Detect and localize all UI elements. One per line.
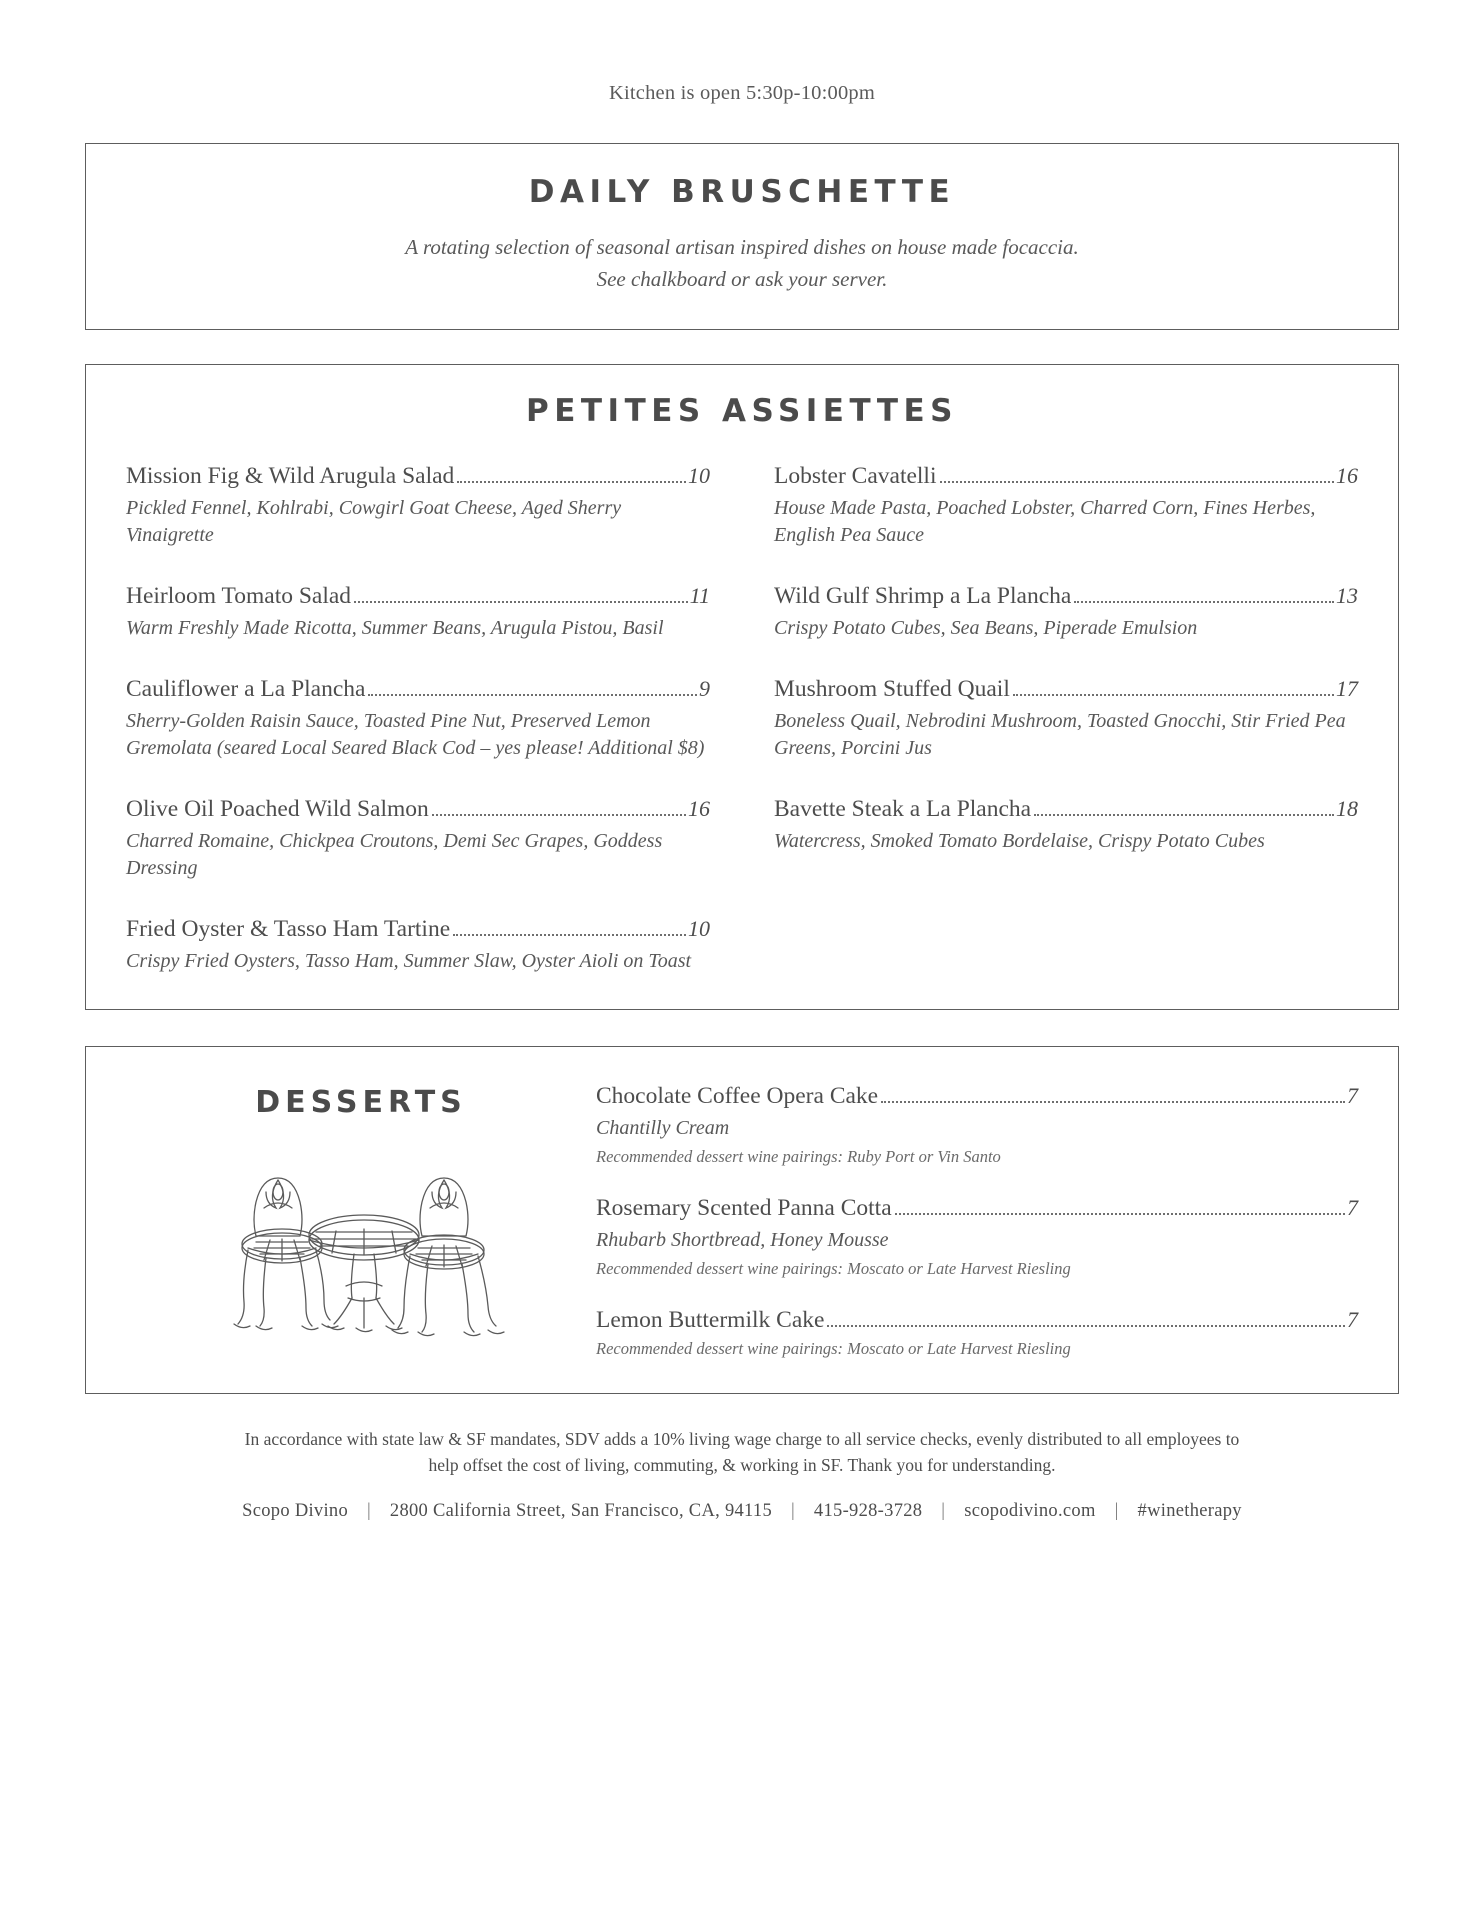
leader-dots <box>940 481 1335 483</box>
petites-right-column <box>774 463 1358 979</box>
menu-item-name: Fried Oyster & Tasso Ham Tartine <box>126 916 451 942</box>
leader-dots <box>1034 814 1334 816</box>
dessert-item <box>596 1307 1358 1359</box>
menu-item-price: 13 <box>1336 583 1358 608</box>
leader-dots <box>453 934 686 936</box>
menu-item-name: Lobster Cavatelli <box>774 463 937 489</box>
daily-bruschette-description-line1: A rotating selection of seasonal artisan inspired dishes on house made focaccia. <box>405 235 1079 259</box>
petites-assiettes-columns <box>126 463 1358 979</box>
dessert-item <box>596 1083 1358 1167</box>
menu-item-line <box>126 676 710 703</box>
dessert-wine-pairing: Recommended dessert wine pairings: Ruby Port or Vin Santo <box>596 1147 1001 1166</box>
dessert-item-line <box>596 1195 1358 1222</box>
petites-left-column <box>126 463 710 979</box>
footer-separator: | <box>941 1500 946 1521</box>
leader-dots <box>827 1325 1345 1327</box>
leader-dots <box>895 1213 1345 1215</box>
menu-item-name: Mission Fig & Wild Arugula Salad <box>126 463 455 489</box>
leader-dots <box>368 694 697 696</box>
menu-item-price: 17 <box>1336 676 1358 701</box>
menu-item-description: House Made Pasta, Poached Lobster, Charred Corn, Fines Herbes, English Pea Sauce <box>774 497 1316 546</box>
footer-separator: | <box>366 1500 371 1521</box>
dessert-item-price: 7 <box>1347 1083 1358 1108</box>
menu-item <box>126 676 710 762</box>
menu-item-description: Watercress, Smoked Tomato Bordelaise, Crispy Potato Cubes <box>774 830 1265 852</box>
menu-item-line <box>126 796 710 823</box>
footer-website[interactable]: scopodivino.com <box>964 1500 1096 1521</box>
daily-bruschette-section <box>85 143 1399 330</box>
menu-item <box>126 583 710 642</box>
daily-bruschette-description-line2: See chalkboard or ask your server. <box>596 266 888 291</box>
menu-item-line <box>774 676 1358 703</box>
menu-item-price: 11 <box>689 583 710 608</box>
footer-note-line1: In accordance with state law & SF mandates, SDV adds a 10% living wage charge to all service checks, evenly distributed to all employees to <box>244 1429 1240 1449</box>
menu-item-name: Bavette Steak a La Plancha <box>774 796 1032 822</box>
dessert-item-line <box>596 1307 1358 1334</box>
dessert-item-name: Lemon Buttermilk Cake <box>596 1307 825 1333</box>
dessert-wine-pairing: Recommended dessert wine pairings: Moscato or Late Harvest Riesling <box>596 1259 1071 1278</box>
menu-item-price: 16 <box>1336 463 1358 488</box>
dessert-item-price: 7 <box>1347 1307 1358 1332</box>
footer-separator: | <box>1114 1500 1119 1521</box>
menu-item <box>774 796 1358 855</box>
dessert-item-name: Chocolate Coffee Opera Cake <box>596 1083 879 1109</box>
menu-item-line <box>774 583 1358 610</box>
menu-item-name: Cauliflower a La Plancha <box>126 676 366 702</box>
menu-item-description: Charred Romaine, Chickpea Croutons, Demi Sec Grapes, Goddess Dressing <box>126 830 663 879</box>
kitchen-hours: Kitchen is open 5:30p-10:00pm <box>608 82 875 104</box>
menu-item-line <box>126 463 710 490</box>
menu-item-name: Heirloom Tomato Salad <box>126 583 352 609</box>
dessert-item-description: Rhubarb Shortbread, Honey Mousse <box>596 1229 889 1251</box>
leader-dots <box>457 481 686 483</box>
dessert-item-price: 7 <box>1347 1195 1358 1220</box>
daily-bruschette-title: DAILY BRUSCHETTE <box>528 174 956 210</box>
menu-item-description: Boneless Quail, Nebrodini Mushroom, Toasted Gnocchi, Stir Fried Pea Greens, Porcini Jus <box>774 710 1346 759</box>
menu-item-line <box>774 463 1358 490</box>
footer-phone[interactable]: 415-928-3728 <box>813 1500 923 1521</box>
menu-item <box>126 796 710 882</box>
dessert-item-description: Chantilly Cream <box>596 1117 730 1139</box>
menu-item-description: Crispy Potato Cubes, Sea Beans, Piperade Emulsion <box>774 617 1198 639</box>
footer-note-line2: help offset the cost of living, commuting, & working in SF. Thank you for understanding. <box>428 1455 1056 1476</box>
footer-restaurant-name: Scopo Divino <box>242 1500 349 1521</box>
menu-item <box>774 583 1358 642</box>
footer <box>85 1426 1399 1522</box>
bistro-table-and-chairs-icon <box>126 1136 596 1356</box>
menu-item-line <box>126 583 710 610</box>
menu-item-name: Wild Gulf Shrimp a La Plancha <box>774 583 1072 609</box>
menu-item-line <box>774 796 1358 823</box>
menu-item-description: Pickled Fennel, Kohlrabi, Cowgirl Goat Cheese, Aged Sherry Vinaigrette <box>126 497 622 546</box>
menu-item-description: Crispy Fried Oysters, Tasso Ham, Summer Slaw, Oyster Aioli on Toast <box>126 950 692 972</box>
dessert-wine-pairing: Recommended dessert wine pairings: Moscato or Late Harvest Riesling <box>596 1339 1071 1358</box>
petites-assiettes-title: PETITES ASSIETTES <box>526 393 958 429</box>
footer-service-charge-note <box>85 1426 1399 1479</box>
menu-item <box>774 676 1358 762</box>
leader-dots <box>432 814 686 816</box>
footer-separator: | <box>790 1500 795 1521</box>
menu-item-line <box>126 916 710 943</box>
menu-item-name: Olive Oil Poached Wild Salmon <box>126 796 429 822</box>
desserts-right <box>596 1077 1358 1359</box>
menu-item-price: 9 <box>699 676 710 701</box>
menu-item-price: 16 <box>688 796 710 821</box>
dessert-item-name: Rosemary Scented Panna Cotta <box>596 1195 892 1221</box>
menu-item-price: 10 <box>688 463 710 488</box>
menu-item <box>126 463 710 549</box>
petites-assiettes-section <box>85 364 1399 1010</box>
dessert-item <box>596 1195 1358 1279</box>
desserts-title: DESSERTS <box>255 1085 467 1120</box>
menu-item-description: Warm Freshly Made Ricotta, Summer Beans, Arugula Pistou, Basil <box>126 617 664 639</box>
footer-contact <box>85 1501 1399 1522</box>
leader-dots <box>1013 694 1334 696</box>
dessert-item-line <box>596 1083 1358 1110</box>
menu-item <box>126 916 710 975</box>
menu-item-description: Sherry-Golden Raisin Sauce, Toasted Pine Nut, Preserved Lemon Gremolata (seared Local Seared Black Cod – yes please! Additional $8) <box>126 710 705 759</box>
menu-item-price: 18 <box>1336 796 1358 821</box>
footer-hashtag[interactable]: #winetherapy <box>1137 1500 1242 1521</box>
footer-address: 2800 California Street, San Francisco, CA, 94115 <box>389 1500 773 1521</box>
daily-bruschette-description <box>126 232 1358 295</box>
desserts-left <box>126 1077 596 1359</box>
menu-item-price: 10 <box>688 916 710 941</box>
leader-dots <box>1074 601 1334 603</box>
leader-dots <box>354 601 688 603</box>
menu-item-name: Mushroom Stuffed Quail <box>774 676 1010 702</box>
desserts-section <box>85 1046 1399 1394</box>
leader-dots <box>881 1101 1345 1103</box>
menu-item <box>774 463 1358 549</box>
